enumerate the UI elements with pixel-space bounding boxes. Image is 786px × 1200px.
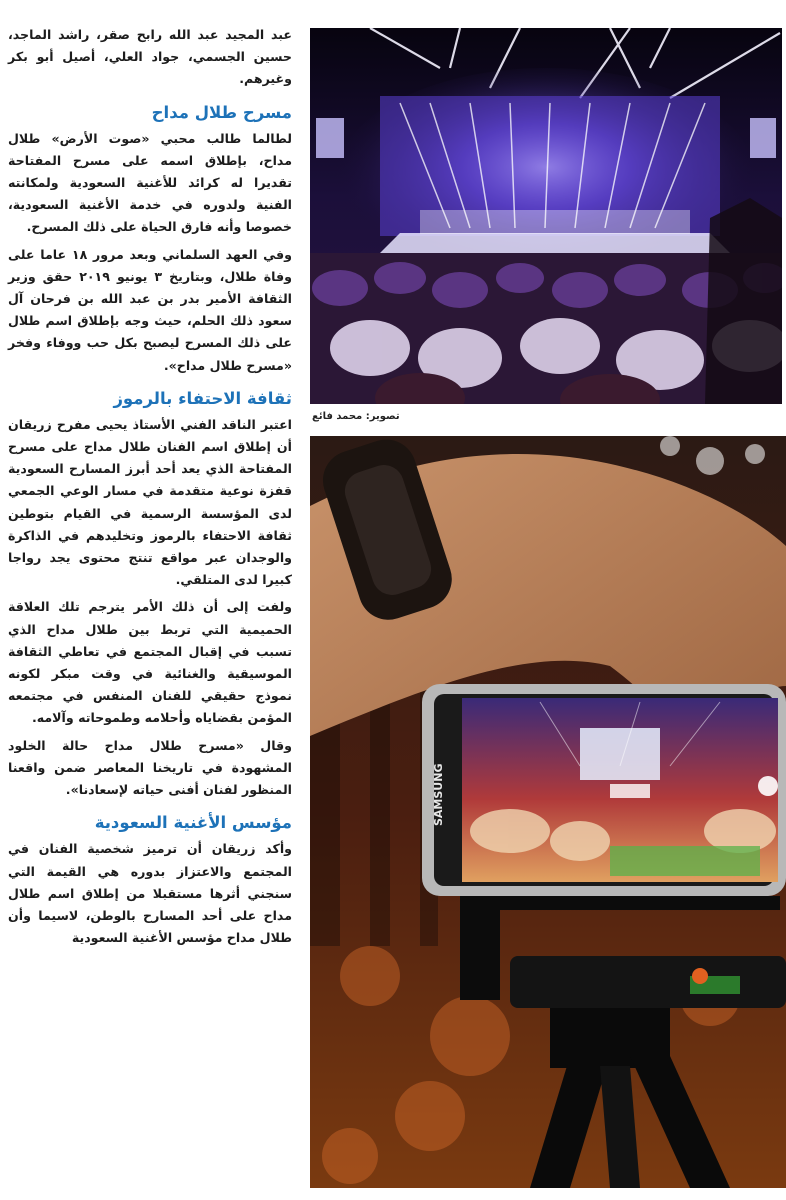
heading-celebrating-symbols: ثقافة الاحتفاء بالرموز xyxy=(113,388,292,408)
paragraph: اعتبر الناقد الفني الأستاذ يحيى مفرح زريقان أن إطلاق اسم الفنان طلال مداح على مسرح المفتاحة الذي يعد أحد أبرز المسارح السعودية قفزة نوعية متقدمة في مسار الوعي الجمعي لدى المؤسسة الرسمية في القيام بتوطين ثقافة الاحتفاء بالرموز وتخليدهم في الذاكرة والوجدان عبر مواقع تنتج محتوى يجد رواجا كبيرا لدى المتلقي. xyxy=(8,416,292,588)
paragraph: وقال «مسرح طلال مداح حالة الخلود المشهودة في تاريخنا المعاصر ضمن واقعنا المنظور لفنان أفنى حياته لإسعادنا». xyxy=(8,737,292,798)
intro-paragraph: عبد المجيد عبد الله رابح صقر، راشد الماجد، حسين الجسمي، جواد العلي، أصيل أبو بكر وغيرهم. xyxy=(8,27,292,87)
photo-credit: تصوير: محمد فائع xyxy=(312,411,400,422)
concert-stage-photo xyxy=(310,28,782,404)
paragraph: ولفت إلى أن ذلك الأمر يترجم تلك العلاقة الحميمية التي تربط بين طلال مداح الذي تسبب في إقبال المجتمع في تعاطي الثقافة الموسيقية والغنائية في وقت مبكر لكونه نموذج حقيقي للفنان المنفس في مجتمعه المؤمن بقضاياه وأحلامه وطموحاته وآلامه. xyxy=(8,599,292,726)
paragraph: لطالما طالب محبي «صوت الأرض» طلال مداح، بإطلاق اسمه على مسرح المفتاحة تقديرا له كرائد للأغنية السعودية ولمكانته الفنية ولدوره في خدمة الأغنية السعودية، خصوصا وأنه فارق الحياة على ذلك المسرح. xyxy=(8,130,292,235)
phone-brand-label: SAMSUNG xyxy=(432,763,445,826)
article-column xyxy=(8,24,292,954)
paragraph: وفي العهد السلماني وبعد مرور ١٨ عاما على وفاة طلال، وبتاريخ ٣ يونيو ٢٠١٩ حقق وزير الثقافة الأمير بدر بن عبد الله بن فرحان آل سعود ذلك الحلم، حيث وجه بإطلاق اسم طلال على ذلك المسرح ليصبح بكل حب ووفاء وفخر «مسرح طلال مداح». xyxy=(8,246,292,373)
paragraph: وأكد زريقان أن ترميز شخصية الفنان في المجتمع والاعتزاز بدوره هي القيمة التي سنجني أثرها مستقبلا من إطلاق اسم طلال مداح على أحد المسارح بالوطن، لاسيما وأن طلال مداح مؤسس الأغنية السعودية xyxy=(8,841,292,946)
phone-recording-photo xyxy=(310,436,786,1188)
heading-talal-theatre: مسرح طلال مداح xyxy=(151,102,292,122)
heading-founder-saudi-song: مؤسس الأغنية السعودية xyxy=(94,813,292,833)
